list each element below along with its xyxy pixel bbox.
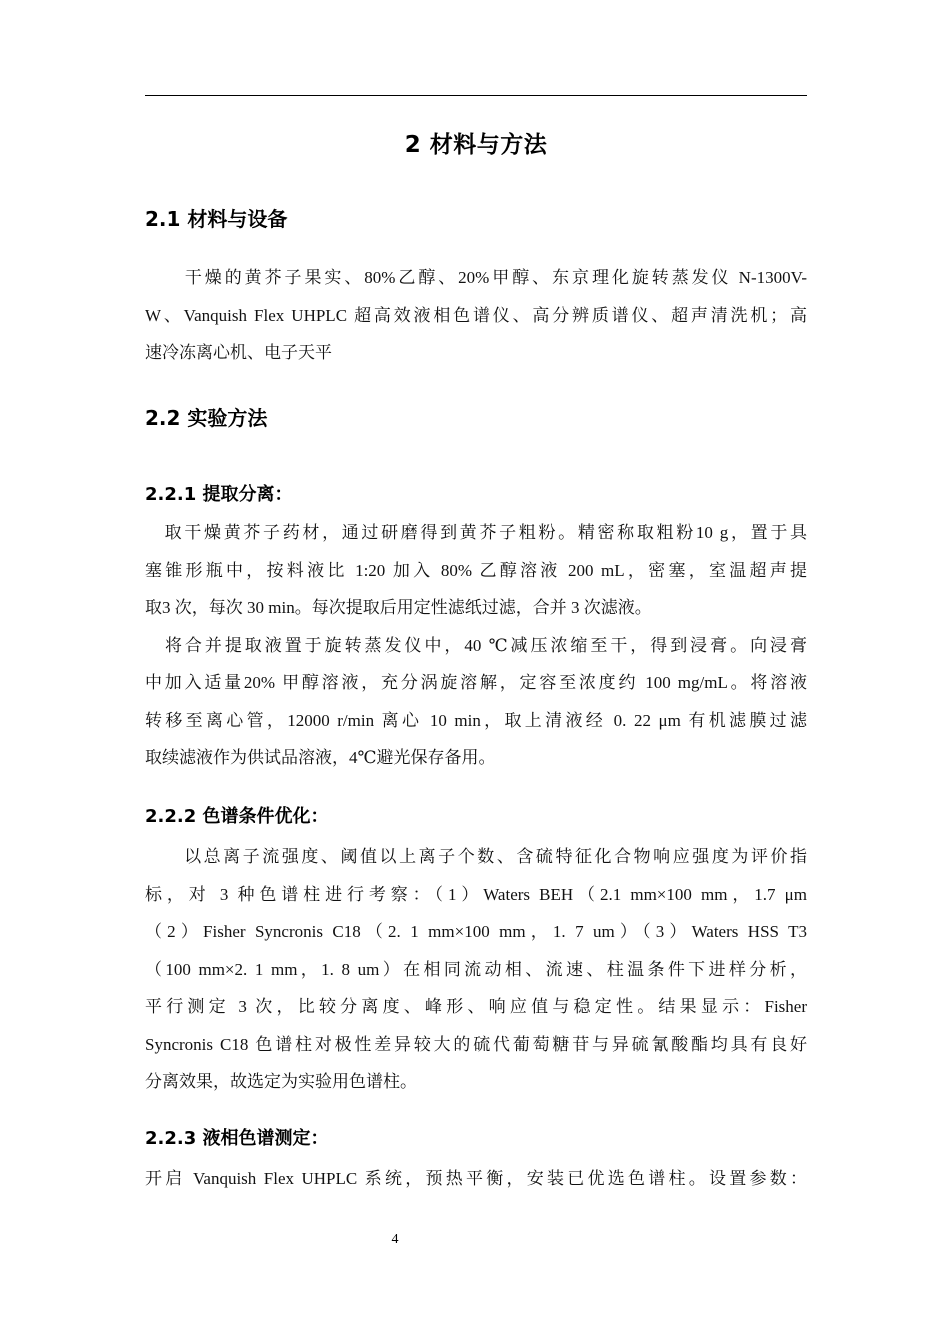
- chapter-title: 2 材料与方法: [404, 132, 548, 158]
- text-line: Syncronis C18 色谱柱对极性差异较大的硫代葡萄糖苷与异硫氰酸酯均具有良好: [145, 1034, 807, 1054]
- subsection-heading-2-2-1: 2.2.1 提取分离：: [145, 484, 293, 505]
- paragraph-materials: [145, 259, 807, 372]
- text-line: 开启 Vanquish Flex UHPLC 系统，预热平衡，安装已优选色谱柱。设置参数：: [145, 1169, 807, 1188]
- text-line: 速冷冻离心机、电子天平: [145, 343, 332, 362]
- text-line: 取干燥黄芥子药材，通过研磨得到黄芥子粗粉。精密称取粗粉10 g，置于具: [145, 523, 807, 542]
- page-number: 4: [391, 1232, 399, 1247]
- text-line: 中加入适量20% 甲醇溶液，充分涡旋溶解，定容至浓度约 100 mg/mL。将溶液: [145, 673, 807, 692]
- text-line: 分离效果，故选定为实验用色谱柱。: [145, 1072, 417, 1091]
- text-line: 转移至离心管，12000 r/min 离心 10 min，取上清液经 0. 22 μm 有机滤膜过滤: [145, 710, 807, 730]
- text-line: 干燥的黄芥子果实、80%乙醇、20%甲醇、东京理化旋转蒸发仪 N-1300V-: [145, 268, 807, 287]
- text-line: （100 mm×2. 1 mm，1. 8 um）在相同流动相、流速、柱温条件下进样分析，: [145, 959, 807, 979]
- text-line: 标，对 3 种色谱柱进行考察：（1）Waters BEH（2.1 mm×100 mm，1.7 μm: [145, 884, 807, 904]
- subsection-heading-2-2-3: 2.2.3 液相色谱测定：: [145, 1128, 329, 1149]
- text-line: 将合并提取液置于旋转蒸发仪中，40 ℃减压浓缩至干，得到浸膏。向浸膏: [145, 635, 807, 655]
- text-line: 平行测定 3 次，比较分离度、峰形、响应值与稳定性。结果显示：Fisher: [145, 997, 807, 1016]
- subsection-heading-2-2-2: 2.2.2 色谱条件优化：: [145, 806, 329, 827]
- section-heading-2-1: 2.1 材料与设备: [145, 207, 288, 231]
- paragraph-lc-measurement: [145, 1160, 807, 1198]
- section-heading-2-2: 2.2 实验方法: [145, 406, 268, 430]
- text-line: （2）Fisher Syncronis C18（2. 1 mm×100 mm，1. 7 um）（3）Waters HSS T3: [145, 922, 807, 941]
- text-line: 取续滤液作为供试品溶液，4℃避光保存备用。: [145, 748, 496, 767]
- text-line: W、Vanquish Flex UHPLC 超高效液相色谱仪、高分辨质谱仪、超声清洗机；高: [145, 305, 807, 325]
- header-rule: [145, 95, 807, 96]
- paragraph-extraction: [145, 514, 807, 777]
- paragraph-chromatography-optimization: [145, 838, 807, 1101]
- text-line: 取3 次，每次 30 min。每次提取后用定性滤纸过滤，合并 3 次滤液。: [145, 598, 652, 617]
- text-line: 以总离子流强度、阈值以上离子个数、含硫特征化合物响应强度为评价指: [145, 847, 807, 866]
- text-line: 塞锥形瓶中，按料液比 1:20 加入 80% 乙醇溶液 200 mL，密塞，室温超声提: [145, 560, 807, 580]
